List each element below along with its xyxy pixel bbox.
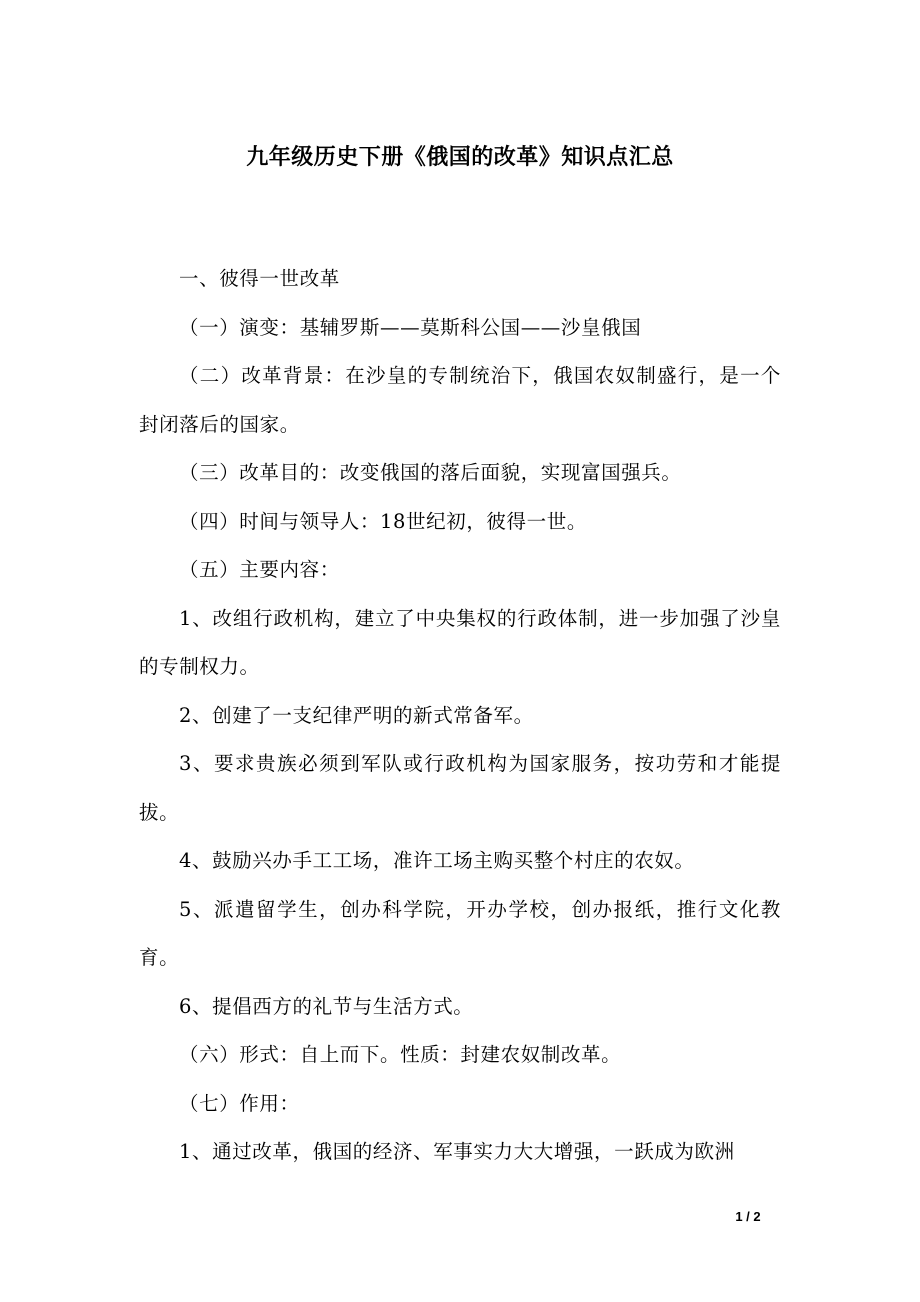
list-item-content-3: 3、要求贵族必须到军队或行政机构为国家服务，按功劳和才能提拔。 <box>139 752 781 824</box>
list-item-content-2: 2、创建了一支纪律严明的新式常备军。 <box>179 703 534 727</box>
paragraph-effect-heading: （七）作用： <box>179 1091 300 1115</box>
list-item-content-1: 1、改组行政机构，建立了中央集权的行政体制，进一步加强了沙皇的专制权力。 <box>139 606 781 678</box>
section-heading-peter-reform: 一、彼得一世改革 <box>179 267 340 290</box>
paragraph-evolution: （一）演变：基辅罗斯——莫斯科公国——沙皇俄国 <box>179 315 642 339</box>
paragraph-main-content-heading: （五）主要内容： <box>179 558 340 581</box>
paragraph-form-nature: （六）形式：自上而下。性质：封建农奴制改革。 <box>179 1043 622 1066</box>
document-title: 九年级历史下册《俄国的改革》知识点汇总 <box>246 144 674 170</box>
document-body <box>139 255 781 1177</box>
paragraph-background: （二）改革背景：在沙皇的专制统治下，俄国农奴制盛行，是一个封闭落后的国家。 <box>139 364 781 436</box>
list-item-content-5: 5、派遣留学生，创办科学院，开办学校，创办报纸，推行文化教育。 <box>139 897 781 969</box>
paragraph-time-leader: （四）时间与领导人：18世纪初，彼得一世。 <box>179 509 587 533</box>
list-item-effect-1: 1、通过改革，俄国的经济、军事实力大大增强，一跃成为欧洲 <box>179 1140 735 1163</box>
page-number: 1 / 2 <box>735 1209 761 1224</box>
paragraph-purpose: （三）改革目的：改变俄国的落后面貌，实现富国强兵。 <box>179 461 682 484</box>
list-item-content-6: 6、提倡西方的礼节与生活方式。 <box>179 994 474 1018</box>
list-item-content-4: 4、鼓励兴办手工工场，准许工场主购买整个村庄的农奴。 <box>179 849 695 872</box>
